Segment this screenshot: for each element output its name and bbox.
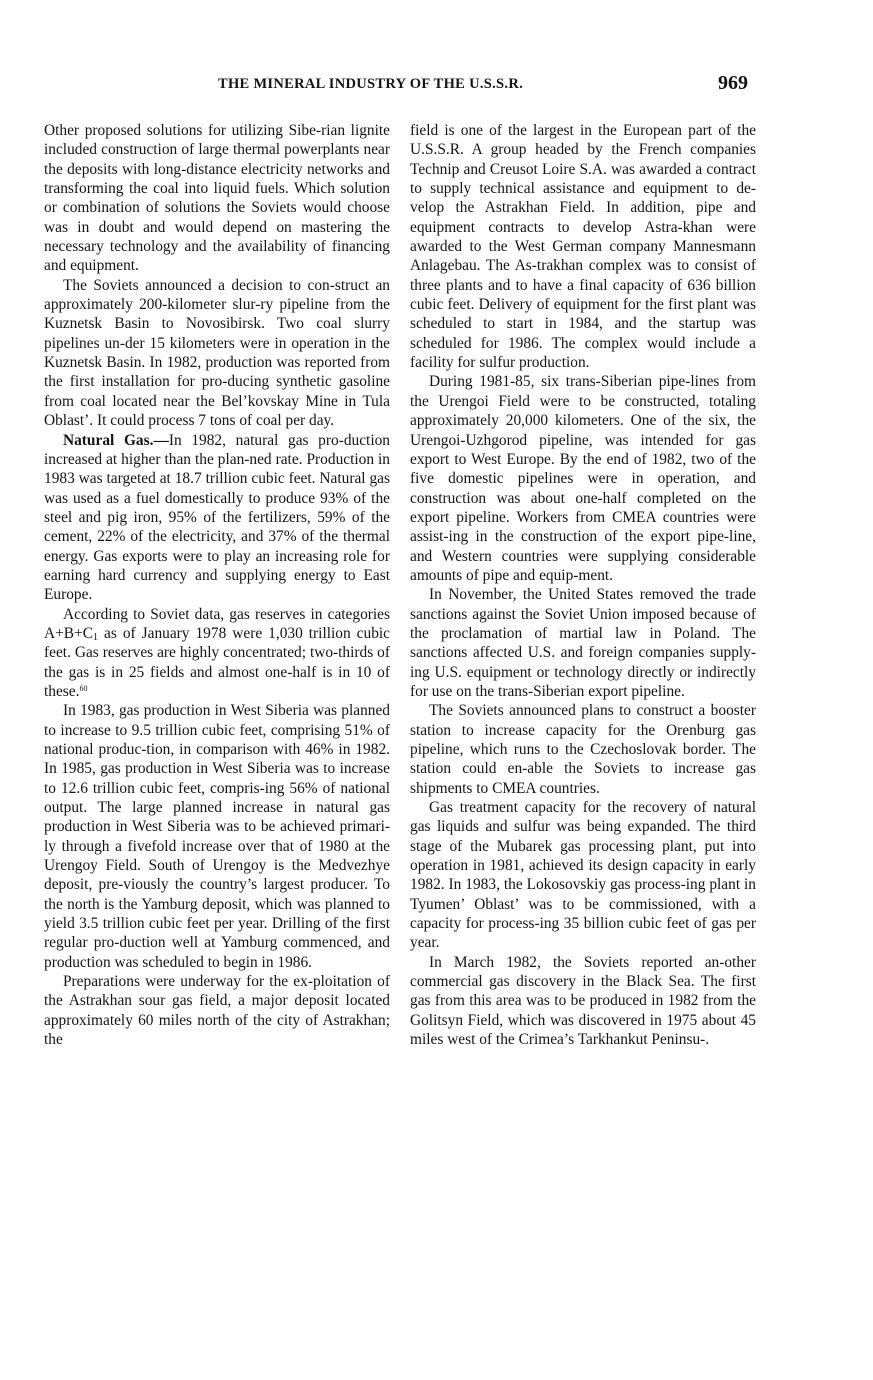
paragraph-trans-siberian: During 1981-85, six trans-Siberian pipe-lines from the Urengoi Field were to be constructed, totaling approximately 20,000 kilometers. One of the six, the Urengoi-Uzhgorod pipeline, was intended for gas export to West Europe. By the end of 1982, two of the five domestic pipelines were in operation, and construction was about one-half completed on the export pipeline. Workers from CMEA countries were assist-ing in the construction of the export pipe-line, and Western countries were supplying considerable amounts of pipe and equip-ment. (410, 373, 756, 584)
reserves-subscript: 1 (93, 631, 99, 643)
paragraph-natural-gas (44, 431, 390, 605)
paragraph-astrakhan-start: Preparations were underway for the ex-ploitation of the Astrakhan sour gas field, a major deposit located approximately 60 miles north of the city of Astrakhan; the (44, 973, 390, 1049)
paragraph-sanctions: In November, the United States removed the trade sanctions against the Soviet Union imposed because of the proclamation of martial law in Poland. The sanctions affected U.S. and foreign companies supply-ing U.S. equipment or technology directly or indirectly for use on the trans-Siberian export pipeline. (410, 586, 756, 700)
left-column (44, 121, 390, 1050)
natural-gas-text: In 1982, natural gas pro-duction increased at higher than the plan-ned rate. Production in 1983 was targeted at 18.7 trillion cubic feet. Natural gas was used as a fuel domestically to produce 93% of the steel and pig iron, 95% of the fertilizers, 59% of the cement, 22% of the electricity, and 37% of the thermal energy. Gas exports were to play an increasing role for earning hard currency and supplying energy to East Europe. (44, 431, 390, 604)
paragraph-gas-reserves (44, 605, 390, 702)
running-head-title: THE MINERAL INDUSTRY OF THE U.S.S.R. (218, 76, 524, 92)
paragraph-orenburg: The Soviets announced plans to construct a booster station to increase capacity for the Orenburg gas pipeline, which runs to the Czechoslovak border. The station could en-able the Soviets to increase gas shipments to CMEA countries. (410, 702, 756, 797)
right-column (410, 121, 756, 1050)
paragraph-west-siberia: In 1983, gas production in West Siberia was planned to increase to 9.5 trillion cubic feet, comprising 51% of national produc-tion, in comparison with 46% in 1982. In 1985, gas production in West Siberia was to increase to 12.6 trillion cubic feet, compris-ing 56% of national output. The large planned increase in natural gas production in West Siberia was to be achieved primari-ly through a fivefold increase over that of 1980 at the Urengoy Field. South of Urengoy is the Medvezhye deposit, pre-viously the country’s largest producer. To the north is the Yamburg deposit, which was planned to yield 3.5 trillion cubic feet per year. Drilling of the first regular pro-duction well at Yamburg commenced, and production was scheduled to begin in 1986. (44, 702, 390, 971)
paragraph-lignite-solutions: Other proposed solutions for utilizing Sibe-rian lignite included construction of large thermal powerplants near the deposits with long-distance electricity networks and transforming the coal into liquid fuels. Which solution or combination of solutions the Soviets would choose was in doubt and would depend on mastering the necessary technology and the availability of financing and equipment. (44, 122, 390, 275)
paragraph-gas-treatment: Gas treatment capacity for the recovery of natural gas liquids and sulfur was being expanded. The third stage of the Mubarek gas processing plant, put into operation in 1981, achieved its design capacity in early 1982. In 1983, the Lokosovskiy gas process-ing plant in Tyumen’ Oblast’ was to be commissioned, with a capacity for process-ing 35 billion cubic feet of gas per year. (410, 799, 756, 952)
paragraph-astrakhan-continued: field is one of the largest in the European part of the U.S.S.R. A group headed by the French companies Technip and Creusot Loire S.A. was awarded a contract to supply technical assistance and equipment to de-velop the Astrakhan Field. In addition, pipe and equipment contracts to develop Astra-khan were awarded to the West German company Mannesmann Anlagebau. The As-trakhan complex was to consist of three plants and to have a final capacity of 636 billion cubic feet. Delivery of equipment for the first plant was scheduled to start in 1984, and the startup was scheduled for 1986. The complex would include a facility for sulfur production. (410, 122, 756, 372)
paragraph-slurry-pipeline: The Soviets announced a decision to con-struct an approximately 200-kilometer slur-ry pipeline from the Kuznetsk Basin to Novosibirsk. Two coal slurry pipelines un-der 15 kilometers were in operation in the Kuznetsk Basin. In 1982, production was reported from the first installation for pro-ducing synthetic gasoline from coal located near the Bel’kovskay Mine in Tula Oblast’. It could process 7 tons of coal per day. (44, 276, 390, 430)
reserves-text-end: as of January 1978 were 1,030 trillion cubic feet. Gas reserves are highly concentrated; two-thirds of the gas is in 25 fields and almost one-half is in 10 of these. (44, 624, 390, 700)
footnote-marker: 60 (79, 683, 88, 693)
page-number: 969 (718, 72, 748, 94)
paragraph-black-sea: In March 1982, the Soviets reported an-other commercial gas discovery in the Black Sea. The first gas from this area was to be produced in 1982 from the Golitsyn Field, which was discovered in 1975 about 45 miles west of the Crimea’s Tarkhankut Peninsu-. (410, 953, 756, 1049)
section-heading-natural-gas: Natural Gas.— (63, 431, 169, 449)
reserves-text-start: According to Soviet data, gas reserves in categories A+B+C (44, 605, 390, 642)
